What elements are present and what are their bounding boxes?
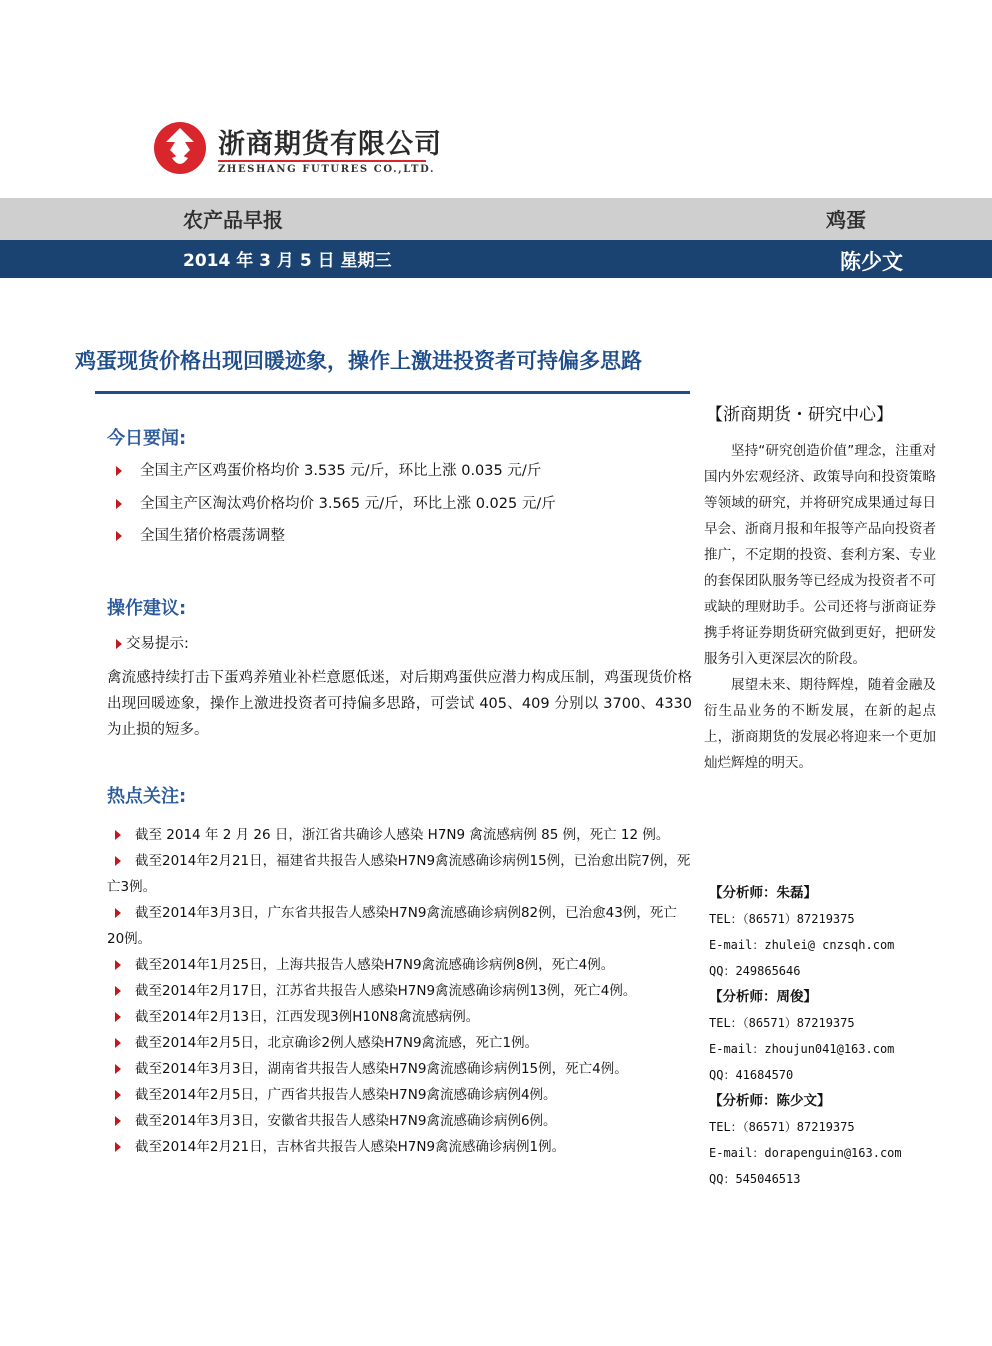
research-center-body [704,438,936,776]
company-logo [152,120,442,180]
analyst-tel: TEL：（86571）87219375 [709,1016,855,1030]
bullet-triangle-icon [115,856,121,866]
company-name-cn: 浙商期货有限公司 [218,129,442,160]
list-item: 全国主产区淘汰鸡价格均价 3.565 元/斤，环比上涨 0.025 元/斤 [116,492,696,525]
advice-body: 禽流感持续打击下蛋鸡养殖业补栏意愿低迷，对后期鸡蛋供应潜力构成压制，鸡蛋现货价格出现回暖迹象，操作上激进投资者可持偏多思路，可尝试 405、409 分别以 3700、4330 为止损的短多。 [107,670,692,738]
list-item: 截至2014年2月5日，广西省共报告人感染H7N9禽流感确诊病例4例。 [107,1082,692,1108]
bullet-triangle-icon [115,986,121,996]
report-date: 2014 年 3 月 5 日 星期三 [183,251,392,271]
bullet-triangle-icon [116,531,122,541]
headline: 鸡蛋现货价格出现回暖迹象，操作上激进投资者可持偏多思路 [75,349,642,373]
list-item: 截至2014年3月3日，安徽省共报告人感染H7N9禽流感确诊病例6例。 [107,1108,692,1134]
bullet-triangle-icon [115,1064,121,1074]
analyst-qq: QQ：249865646 [709,964,801,978]
list-item: 截至2014年2月21日，福建省共报告人感染H7N9禽流感确诊病例15例，已治愈出院7例，死亡3例。 [107,853,691,895]
analyst-contacts [709,880,969,1192]
trade-tip: 交易提示: [116,632,189,653]
analyst-name: 【分析师：周俊】 [709,989,817,1005]
advice-section-title: 操作建议: [107,598,187,619]
research-center-title: 【浙商期货・研究中心】 [706,405,893,425]
analyst-email: E-mail：zhoujun041@163.com [709,1042,895,1056]
bullet-triangle-icon [116,639,122,649]
research-paragraph: 坚持“研究创造价值”理念，注重对国内外宏观经济、政策导向和投资策略等领域的研究，并将研究成果通过每日早会、浙商月报和年报等产品向投资者推广，不定期的投资、套利方案、专业的套保团队服务等已经成为投资者不可或缺的理财助手。公司还将与浙商证券携手将证券期货研究做到更好，把研发服务引入更深层次的阶段。 [704,443,936,667]
analyst-name: 【分析师：朱磊】 [709,885,817,901]
analyst-email: E-mail：dorapenguin@163.com [709,1146,902,1160]
bullet-triangle-icon [115,1142,121,1152]
list-item: 截至2014年3月3日，广东省共报告人感染H7N9禽流感确诊病例82例，已治愈43例，死亡20例。 [107,905,677,947]
bullet-triangle-icon [116,499,122,509]
list-item: 截至2014年1月25日，上海共报告人感染H7N9禽流感确诊病例8例，死亡4例。 [107,952,692,978]
hot-section-title: 热点关注: [107,786,187,807]
bullet-triangle-icon [115,1090,121,1100]
list-item: 截至2014年2月17日，江苏省共报告人感染H7N9禽流感确诊病例13例，死亡4例。 [107,978,692,1004]
news-section-title: 今日要闻: [107,428,187,449]
list-item: 截至 2014 年 2 月 26 日，浙江省共确诊人感染 H7N9 禽流感病例 85 例，死亡 12 例。 [107,822,692,848]
hot-list [107,822,692,1160]
company-name-en: ZHESHANG FUTURES CO.,LTD. [218,164,436,175]
analyst-qq: QQ：41684570 [709,1068,794,1082]
analyst-name: 【分析师：陈少文】 [709,1093,831,1109]
analyst-qq: QQ：545046513 [709,1172,801,1186]
news-list [116,459,696,557]
analyst-tel: TEL：（86571）87219375 [709,912,855,926]
list-item: 截至2014年2月21日，吉林省共报告人感染H7N9禽流感确诊病例1例。 [107,1134,692,1160]
report-author: 陈少文 [840,250,903,274]
bullet-triangle-icon [115,960,121,970]
list-item: 全国生猪价格震荡调整 [116,524,696,557]
commodity-label: 鸡蛋 [826,208,866,232]
list-item: 全国主产区鸡蛋价格均价 3.535 元/斤，环比上涨 0.035 元/斤 [116,459,696,492]
list-item: 截至2014年3月3日，湖南省共报告人感染H7N9禽流感确诊病例15例，死亡4例。 [107,1056,692,1082]
report-type: 农产品早报 [183,208,283,232]
bullet-triangle-icon [115,1038,121,1048]
bullet-triangle-icon [116,466,122,476]
analyst-tel: TEL：（86571）87219375 [709,1120,855,1134]
list-item: 截至2014年2月5日，北京确诊2例人感染H7N9禽流感，死亡1例。 [107,1030,692,1056]
bullet-triangle-icon [115,830,121,840]
logo-divider [218,160,426,162]
research-paragraph: 展望未来、期待辉煌，随着金融及衍生品业务的不断发展，在新的起点上，浙商期货的发展必将迎来一个更加灿烂辉煌的明天。 [704,677,936,771]
list-item: 截至2014年2月13日，江西发现3例H10N8禽流感病例。 [107,1004,692,1030]
bullet-triangle-icon [115,908,121,918]
company-emblem-icon [152,120,208,176]
bullet-triangle-icon [115,1012,121,1022]
bullet-triangle-icon [115,1116,121,1126]
headline-divider [95,391,690,394]
analyst-email: E-mail：zhulei@ cnzsqh.com [709,938,895,952]
